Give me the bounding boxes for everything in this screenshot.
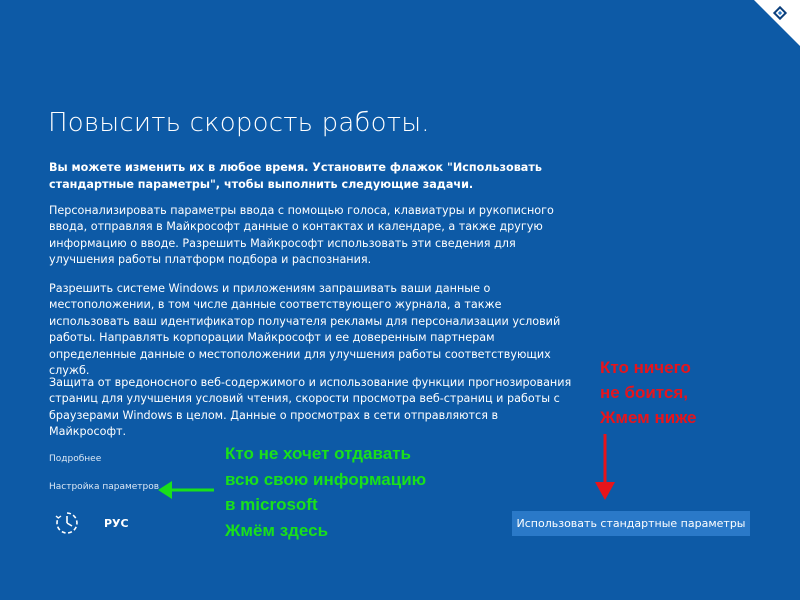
green-annotation-line: всю свою информацию [225,469,427,489]
learn-more-link[interactable]: Подробнее [49,454,102,464]
red-annotation-line: Жмем ниже [600,408,697,427]
green-left-arrow [156,478,216,502]
green-annotation-line: Кто не хочет отдавать [225,444,411,463]
green-annotation-line: в microsoft [225,495,318,514]
red-annotation-line: не боится, [600,383,688,402]
paragraph-location: Разрешить системе Windows и приложениям запрашивать ваши данные о местоположении, в том числе данные соответствующего журнала, а также использовать ваш идентификатор получателя рекламы для персонализации условий работы. Направлять корпорации Майкрософт и ее доверенным партнерам определенные данные о местоположении для улучшения работы соответствующих служб. [49,282,561,378]
language-indicator[interactable]: РУС [104,517,129,530]
intro-text: Вы можете изменить их в любое время. Установите флажок "Использовать стандартные параметры", чтобы выполнить следующие задачи. [49,161,542,191]
red-annotation [600,355,740,430]
site-logo-icon [754,0,800,46]
green-annotation-line: Жмём здесь [225,520,329,540]
ease-of-access-icon[interactable] [54,510,80,536]
paragraph-input-personalization: Персонализировать параметры ввода с помощью голоса, клавиатуры и рукописного ввода, отправляя в Майкрософт данные о контактах и календаре, а также другую информацию о вводе. Разрешить Майкрософт использовать эти сведения для улучшения работы платформ подбора и распознания. [49,204,554,267]
red-down-arrow [590,432,620,502]
red-annotation-line: Кто ничего [600,358,691,377]
green-annotation [225,441,455,543]
customize-settings-link[interactable]: Настройка параметров [49,482,160,492]
paragraph-web-protection: Защита от вредоносного веб-содержимого и использование функции прогнозирования страниц для улучшения условий чтения, скорости просмотра веб-страниц и работы с браузерами Windows в целом. Данные о просмотрах в сети отправляются в Майкрософт. [49,376,572,439]
page-title: Повысить скорость работы. [48,108,430,138]
use-default-settings-button[interactable]: Использовать стандартные параметры [512,511,750,536]
